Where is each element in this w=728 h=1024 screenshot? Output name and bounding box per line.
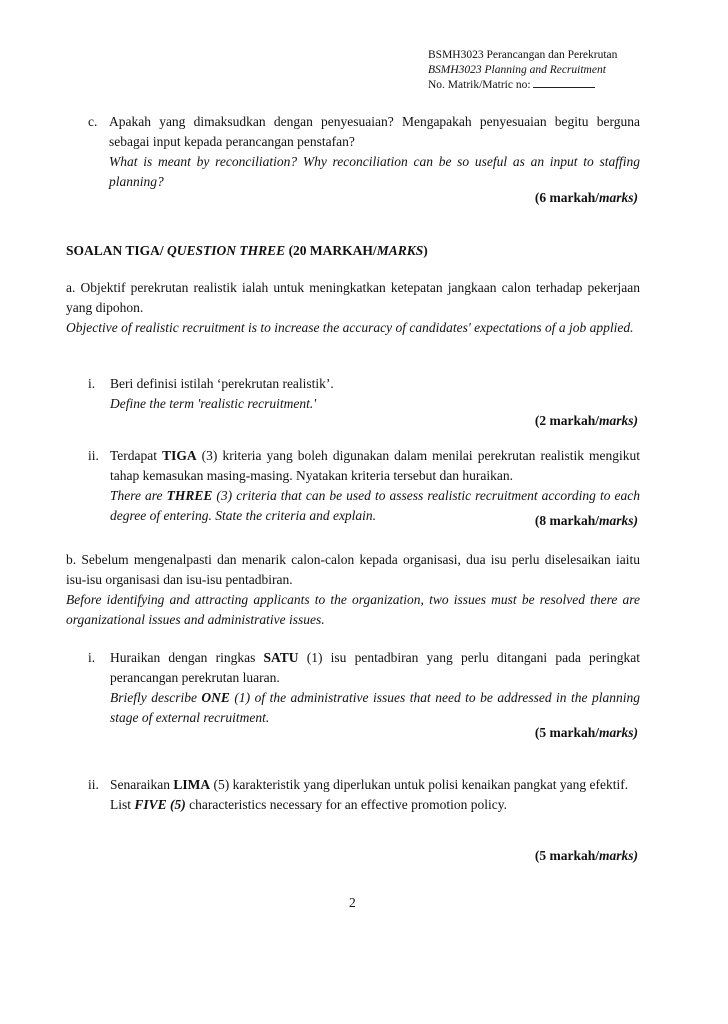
part-a-i-english: Define the term 'realistic recruitment.' <box>110 396 317 411</box>
part-b-ii-english: List FIVE (5) characteristics necessary for an effective promotion policy. <box>110 797 508 812</box>
part-b-english: Before identifying and attracting applicants to the organization, two issues must be resolved there are organizational issues and administrative issues. <box>66 592 640 627</box>
matric-number-line <box>428 78 617 93</box>
part-a-i-marks: (2 markah/marks) <box>534 413 638 428</box>
part-b-ii-marks: (5 markah/marks) <box>534 848 638 863</box>
part-a-i-malay: Beri definisi istilah ‘perekrutan realistik’. <box>110 376 334 391</box>
page-header <box>428 48 617 93</box>
part-b-ii-label: ii. <box>88 777 99 792</box>
course-code-english: BSMH3023 Planning and Recruitment <box>428 64 606 76</box>
course-code-malay: BSMH3023 Perancangan dan Perekrutan <box>428 49 618 61</box>
part-b-i-label: i. <box>88 650 96 665</box>
part-a-ii-malay: Terdapat TIGA (3) kriteria yang boleh digunakan dalam menilai perekrutan realistik mengikut tahap kemasukan masing-masing. Nyatakan kriteria tersebut dan huraikan. <box>110 448 641 483</box>
part-b-i-malay: Huraikan dengan ringkas SATU (1) isu pentadbiran yang perlu ditangani pada peringkat perancangan perekrutan luaran. <box>110 650 640 685</box>
question-c-english: What is meant by reconciliation? Why reconciliation can be so useful as an input to staffing planning? <box>109 154 640 189</box>
part-b-ii <box>88 775 640 815</box>
part-a-ii-english: There are THREE (3) criteria that can be used to assess realistic recruitment according to each degree of entering. State the criteria and explain. <box>110 488 641 523</box>
question-c-malay: Apakah yang dimaksudkan dengan penyesuaian? Mengapakah penyesuaian begitu berguna sebagai input kepada perancangan penstafan? <box>109 114 640 149</box>
part-a-intro <box>66 278 640 338</box>
question-c <box>88 112 640 192</box>
matric-blank <box>533 78 595 88</box>
part-b-i-marks: (5 markah/marks) <box>534 725 638 740</box>
question-c-label: c. <box>88 114 98 129</box>
part-a-ii-label: ii. <box>88 448 99 463</box>
part-a-ii-marks: (8 markah/marks) <box>534 513 638 528</box>
part-b-ii-malay: Senaraikan LIMA (5) karakteristik yang diperlukan untuk polisi kenaikan pangkat yang efektif. <box>110 777 629 792</box>
part-b-i <box>88 648 640 728</box>
part-b-intro <box>66 550 640 630</box>
question-three-heading: SOALAN TIGA/ QUESTION THREE (20 MARKAH/MARKS) <box>66 243 428 258</box>
matric-label: No. Matrik/Matric no: <box>428 79 531 91</box>
page-number: 2 <box>349 895 356 910</box>
part-a-malay: a. Objektif perekrutan realistik ialah untuk meningkatkan ketepatan jangkaan calon terhadap pekerjaan yang dipohon. <box>66 280 640 315</box>
part-a-i-label: i. <box>88 376 96 391</box>
part-b-i-english: Briefly describe ONE (1) of the administrative issues that need to be addressed in the planning stage of external recruitment. <box>110 690 640 725</box>
part-a-i <box>88 374 640 414</box>
question-c-marks: (6 markah/marks) <box>534 190 638 205</box>
part-b-malay: b. Sebelum mengenalpasti dan menarik calon-calon kepada organisasi, dua isu perlu diselesaikan iaitu isu-isu organisasi dan isu-isu pentadbiran. <box>66 552 640 587</box>
part-a-english: Objective of realistic recruitment is to increase the accuracy of candidates' expectations of a job applied. <box>66 320 634 335</box>
